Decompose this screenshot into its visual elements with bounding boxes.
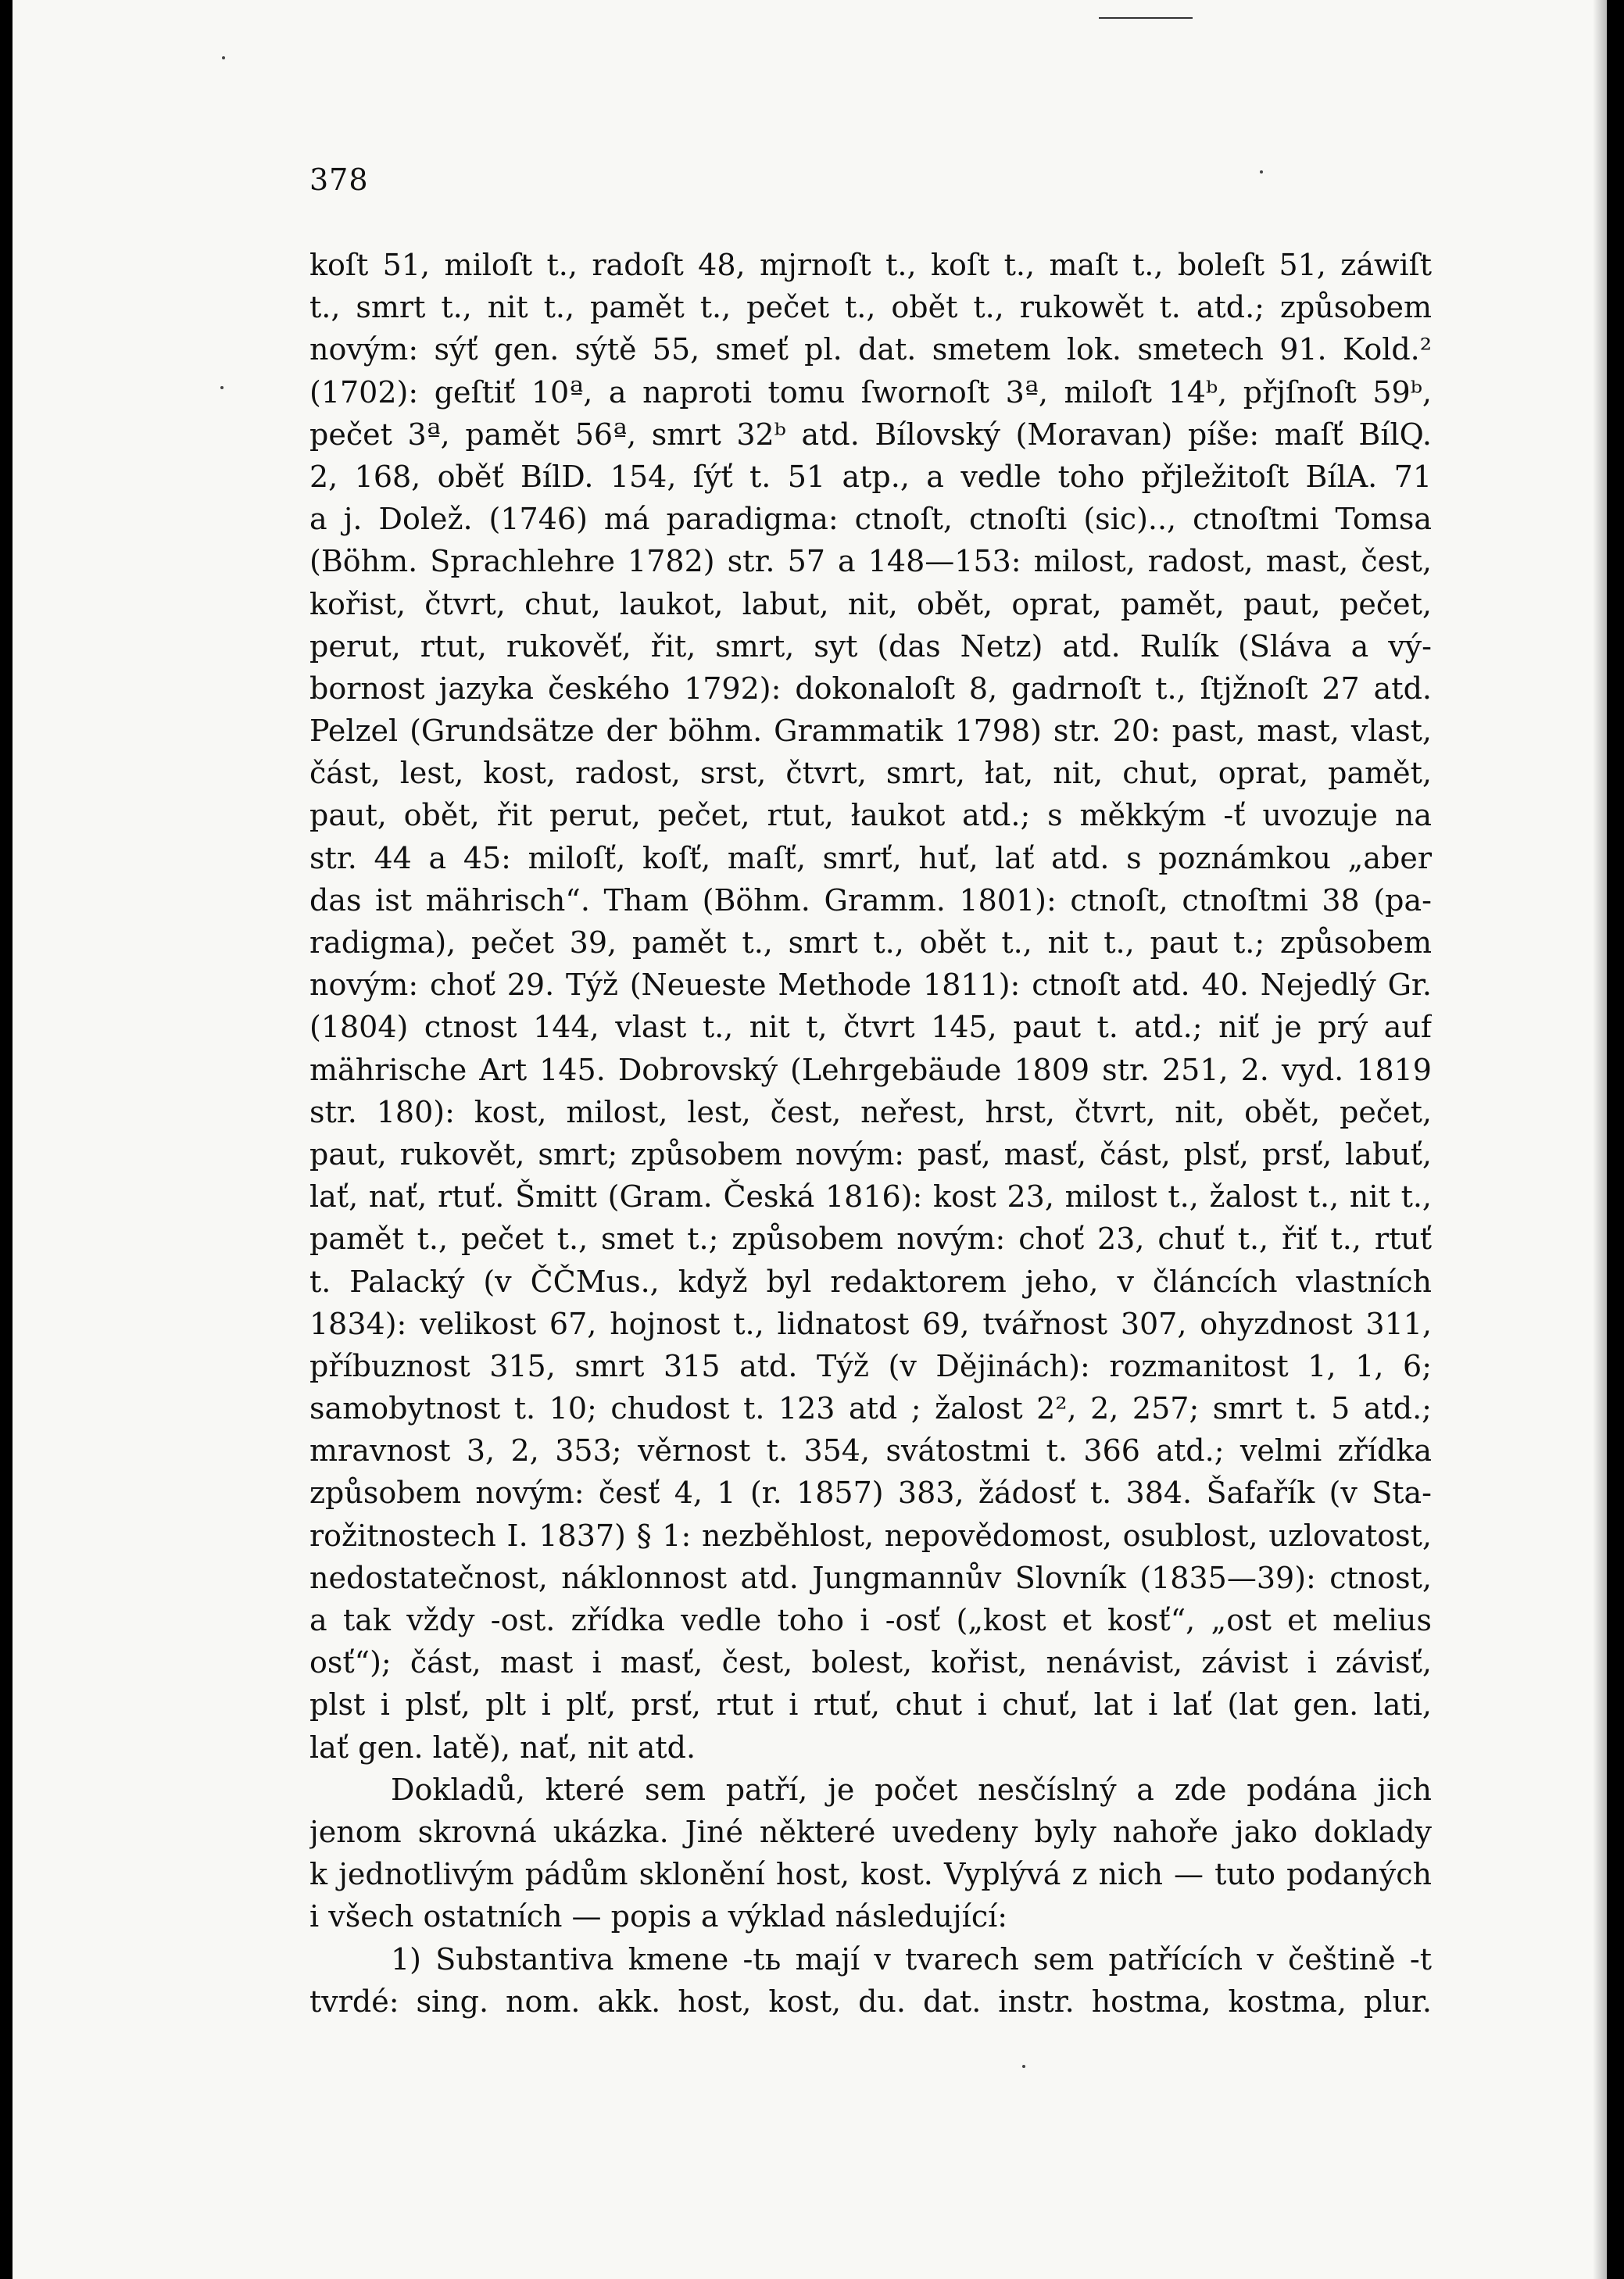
- text-line: a tak vždy -ost. zřídka vedle toho i -osť („kost et kosť“, „ost et melius: [309, 1603, 1432, 1637]
- text-line: paut, obět, řit perut, pečet, rtut, łaukot atd.; s měkkým -ť uvozuje na: [309, 798, 1432, 833]
- text-line: novým: choť 29. Týž (Neueste Methode 1811): ctnoſt atd. 40. Nejedlý Gr.: [309, 968, 1432, 1003]
- text-line: samobytnost t. 10; chudost t. 123 atd ; žalost 2², 2, 257; smrt t. 5 atd.;: [309, 1391, 1432, 1426]
- text-line: t., smrt t., nit t., pamět t., pečet t., obět t., rukowět t. atd.; způsobem: [309, 290, 1432, 325]
- dust-speck: [1260, 170, 1263, 174]
- text-line: pečet 3ª, pamět 56ª, smrt 32ᵇ atd. Bílovský (Moravan) píše: maſť BílQ.: [309, 417, 1432, 452]
- text-line: str. 44 a 45: miloſť, koſť, maſť, smrť, huť, lať atd. s poznámkou „aber: [309, 840, 1432, 875]
- text-line: mravnost 3, 2, 353; věrnost t. 354, svátostmi t. 366 atd.; velmi zřídka: [309, 1433, 1432, 1469]
- top-rule: [1099, 17, 1193, 19]
- dust-speck: [1022, 2065, 1025, 2068]
- text-line: 2, 168, oběť BílD. 154, ſýť t. 51 atp., a vedle toho přjležitoſt BílA. 71: [309, 459, 1432, 494]
- text-line: Dokladů, které sem patří, je počet nesčíslný a zde podána jich: [391, 1772, 1432, 1807]
- text-line: 1) Substantiva kmene -tь mají v tvarech sem patřících v češtině -t: [391, 1941, 1432, 1977]
- text-line: příbuznost 315, smrt 315 atd. Týž (v Dějinách): rozmanitost 1, 1, 6;: [309, 1348, 1432, 1383]
- text-line: Pelzel (Grundsätze der böhm. Grammatik 1798) str. 20: past, mast, vlast,: [309, 714, 1432, 749]
- text-line: bornost jazyka českého 1792): dokonaloſt 8, gadrnoſt t., ſtjžnoſt 27 atd.: [309, 671, 1432, 706]
- text-line: str. 180): kost, milost, lest, čest, neřest, hrst, čtvrt, nit, obět, pečet,: [309, 1094, 1432, 1129]
- text-line: k jednotlivým pádům sklonění host, kost. Vyplývá z nich — tuto podaných: [309, 1857, 1432, 1892]
- text-line: tvrdé: sing. nom. akk. host, kost, du. dat. instr. hostma, kostma, plur.: [309, 1984, 1432, 2019]
- text-line: osť“); část, mast i masť, čest, bolest, kořist, nenávist, závist i závisť,: [309, 1645, 1432, 1680]
- text-line: způsobem novým: česť 4, 1 (r. 1857) 383, žádosť t. 384. Šafařík (v Sta-: [309, 1476, 1432, 1511]
- text-line: das ist mährisch“. Tham (Böhm. Gramm. 1801): ctnoſt, ctnoſtmi 38 (pa-: [309, 882, 1432, 918]
- text-line: 1834): velikost 67, hojnost t., lidnatost 69, tvářnost 307, ohyzdnost 311,: [309, 1306, 1432, 1341]
- text-line: koſt 51, miloſt t., radoſt 48, mjrnoſt t., koſt t., maſt t., boleſt 51, záwiſt: [309, 248, 1432, 282]
- text-line: (1804) ctnost 144, vlast t., nit t, čtvrt 145, paut t. atd.; niť je prý auf: [309, 1010, 1432, 1045]
- text-line: (Böhm. Sprachlehre 1782) str. 57 a 148—153: milost, radost, mast, čest,: [309, 544, 1432, 579]
- book-page: [13, 0, 1607, 2279]
- text-line: kořist, čtvrt, chut, laukot, labut, nit, obět, oprat, pamět, paut, pečet,: [309, 586, 1432, 621]
- text-line: lať, nať, rtuť. Šmitt (Gram. Česká 1816): kost 23, milost t., žalost t., nit t.,: [309, 1179, 1432, 1215]
- text-line: a j. Dolež. (1746) má paradigma: ctnoſt, ctnoſti (sic).., ctnoſtmi Tomsa: [309, 502, 1432, 537]
- text-line: mährische Art 145. Dobrovský (Lehrgebäude 1809 str. 251, 2. vyd. 1819: [309, 1052, 1432, 1087]
- page-edge-shadow: [1593, 0, 1607, 2279]
- text-line: perut, rtut, rukověť, řit, smrt, syt (das Netz) atd. Rulík (Sláva a vý-: [309, 628, 1432, 664]
- text-line: lať gen. latě), nať, nit atd.: [309, 1730, 696, 1765]
- text-line: jenom skrovná ukázka. Jiné některé uvedeny byly nahoře jako doklady: [309, 1814, 1432, 1849]
- text-line: paut, rukovět, smrt; způsobem novým: pasť, masť, část, plsť, prsť, labuť,: [309, 1136, 1432, 1172]
- text-line: (1702): geſtiť 10ª, a naproti tomu ſwornoſt 3ª, miloſt 14ᵇ, přjſnoſt 59ᵇ,: [309, 374, 1432, 410]
- text-line: t. Palacký (v ČČMus., když byl redaktorem jeho, v článcích vlastních: [309, 1264, 1432, 1299]
- text-line: část, lest, kost, radost, srst, čtvrt, smrt, łat, nit, chut, oprat, pamět,: [309, 756, 1432, 791]
- dust-speck: [220, 386, 224, 389]
- text-line: novým: sýť gen. sýtě 55, smeť pl. dat. smetem lok. smetech 91. Kold.²: [309, 332, 1432, 367]
- text-line: i všech ostatních — popis a výklad následující:: [309, 1899, 1008, 1934]
- dust-speck: [222, 56, 225, 59]
- page-number: 378: [309, 163, 369, 197]
- body-text: [309, 244, 1432, 2023]
- text-line: nedostatečnost, náklonnost atd. Jungmannův Slovník (1835—39): ctnost,: [309, 1560, 1432, 1595]
- text-line: rožitnostech I. 1837) § 1: nezběhlost, nepovědomost, osublost, uzlovatost,: [309, 1518, 1432, 1553]
- text-line: pamět t., pečet t., smet t.; způsobem novým: choť 23, chuť t., řiť t., rtuť: [309, 1222, 1432, 1257]
- text-line: plst i plsť, plt i plť, prsť, rtut i rtuť, chut i chuť, lat i lať (lat gen. lati,: [309, 1687, 1432, 1723]
- text-line: radigma), pečet 39, pamět t., smrt t., obět t., nit t., paut t.; způsobem: [309, 925, 1432, 960]
